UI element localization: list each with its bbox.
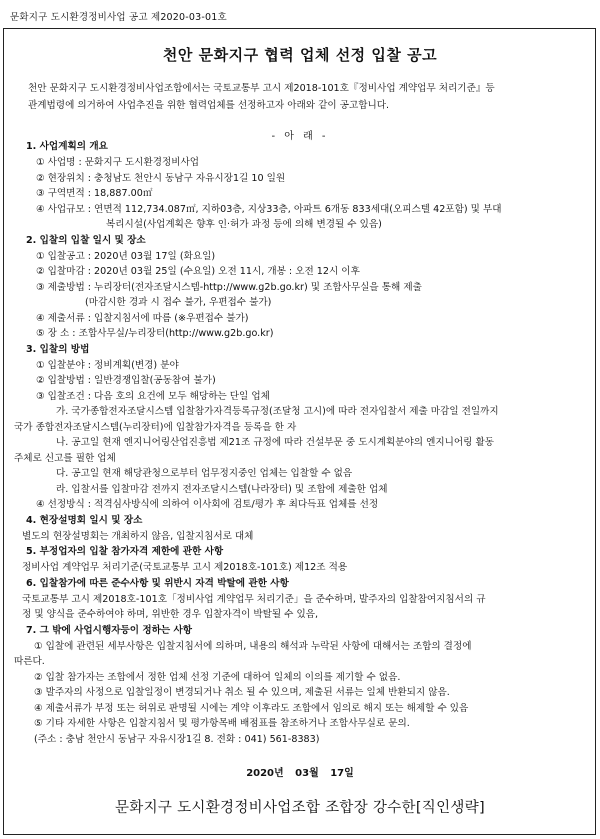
body-line: 나. 공고일 현재 엔지니어링산업진흥법 제21조 규정에 따라 건설부문 중 도시계획분야의 엔지니어링 활동	[56, 437, 495, 448]
signature-line: 문화지구 도시환경정비사업조합 조합장 강수한[직인생략]	[114, 800, 485, 816]
body-line: ⑤ 기타 자세한 사항은 입찰지침서 및 평가항목배 배점표를 참조하거나 조합사무실로 문의.	[34, 718, 410, 729]
intro-line: 천안 문화지구 도시환경정비사업조합에서는 국토교통부 고시 제2018-101호『정비사업 계약업무 처리기준』등	[28, 83, 495, 94]
body-line: 정비사업 계약업무 처리기준(국토교통부 고시 제2018호-101호) 제12조 적용	[22, 562, 348, 573]
section-heading: 4. 현장설명회 일시 및 장소	[26, 514, 143, 526]
body-line: ④ 제출서류가 부정 또는 허위로 판명될 시에는 계약 이후라도 조합에서 임의로 해지 또는 해제할 수 있음	[34, 702, 469, 714]
section-heading: 7. 그 밖에 사업시행자등이 정하는 사항	[26, 624, 193, 636]
body-line: ③ 제출방법 : 누리장터(전자조달시스템-http://www.g2b.go.kr) 및 조합사무실을 통해 제출	[36, 281, 422, 293]
section-heading: 1. 사업계획의 개요	[26, 141, 108, 152]
section-divider-label: - 아 래 -	[271, 131, 329, 142]
body-line: 따른다.	[14, 656, 45, 667]
body-line: 국가 종합전자조달시스템(누리장터)에 입찰참가자격을 등록을 한 자	[14, 421, 297, 433]
body-line: ④ 제출서류 : 입찰지침서에 따름 (※우편접수 불가)	[36, 312, 249, 324]
notice-date: 2020년 03월 17일	[246, 768, 354, 779]
body-line: ② 입찰 참가자는 조합에서 정한 업체 선정 기준에 대하여 일체의 이의를 제기할 수 없음.	[34, 671, 401, 683]
section-heading: 6. 입찰참가에 따른 준수사항 및 위반시 자격 박탈에 관한 사항	[26, 577, 289, 589]
body-line: ① 입찰분야 : 정비계획(변경) 분야	[36, 359, 179, 371]
body-line: 국토교통부 고시 제2018호-101호「정비사업 계약업무 처리기준」을 준수하며, 발주자의 입찰참여지침서의 규	[22, 593, 486, 605]
body-line: ① 사업명 : 문화지구 도시환경정비사업	[36, 157, 200, 168]
body-line: 별도의 현장설명회는 개최하지 않음, 입찰지침서로 대체	[22, 530, 254, 542]
notice-body	[14, 139, 588, 747]
body-line: 라. 입찰서를 입찰마감 전까지 전자조달시스템(나라장터) 및 조합에 제출한 업체	[56, 483, 388, 495]
body-line: 정 및 양식을 준수하여야 하며, 위반한 경우 입찰자격이 박탈될 수 있음,	[22, 609, 319, 620]
page-title: 천안 문화지구 협력 업체 선정 입찰 공고	[162, 46, 438, 64]
body-line: (마감시한 경과 시 접수 불가, 우편접수 불가)	[85, 297, 272, 308]
body-line: 복리시설(사업계획은 향후 인·허가 과정 등에 의해 변경될 수 있음)	[106, 219, 382, 230]
section-heading: 3. 입찰의 방법	[26, 343, 90, 355]
body-line: ③ 구역면적 : 18,887.00㎡	[36, 188, 153, 199]
body-line: 가. 국가종합전자조달시스템 입찰참가자격등록규정(조달청 고시)에 따라 전자입찰서 제출 마감일 전일까지	[56, 406, 499, 417]
body-line: ③ 입찰조건 : 다음 호의 요건에 모두 해당하는 단일 업체	[36, 390, 270, 402]
body-line: (주소 : 충남 천안시 동남구 자유시장1길 8. 전화 : 041) 561-8383)	[34, 733, 320, 745]
body-line: ④ 사업규모 : 연면적 112,734.087㎡, 지하03층, 지상33층, 아파트 6개동 833세대(오피스텔 42포함) 및 부대	[36, 203, 502, 215]
intro-paragraph	[22, 80, 582, 114]
body-line: ② 현장위치 : 충청남도 천안시 동남구 자유시장1길 10 일원	[36, 172, 286, 184]
body-line: ③ 발주자의 사정으로 입찰일정이 변경되거나 취소 될 수 있으며, 제출된 서류는 일체 반환되지 않음.	[34, 687, 450, 698]
body-line: ⑤ 장 소 : 조합사무실/누리장터(http://www.g2b.go.kr)	[36, 328, 274, 339]
body-line: ① 입찰에 관련된 세부사항은 입찰지침서에 의하며, 내용의 해석과 누락된 사항에 대해서는 조합의 결정에	[34, 640, 472, 652]
section-heading: 5. 부정업자의 입찰 참가자격 제한에 관한 사항	[26, 546, 224, 557]
body-line: 주체로 신고를 필한 업체	[14, 452, 116, 464]
body-line: ④ 선정방식 : 적격심사방식에 의하여 이사회에 검토/평가 후 최다득표 업체를 선정	[36, 499, 379, 510]
body-line: ② 입찰마감 : 2020년 03월 25일 (수요일) 오전 11시, 개봉 : 오전 12시 이후	[36, 266, 360, 277]
section-heading: 2. 입찰의 입찰 일시 및 장소	[26, 234, 146, 246]
body-line: ② 입찰방법 : 일반경쟁입찰(공동참여 불가)	[36, 375, 216, 386]
body-line: 다. 공고일 현재 해당관청으로부터 업무정지중인 업체는 입찰할 수 없음	[56, 468, 353, 479]
notice-number: 문화지구 도시환경정비사업 공고 제2020-03-01호	[10, 12, 227, 23]
body-line: ① 입찰공고 : 2020년 03월 17일 (화요일)	[36, 250, 216, 262]
intro-line: 관계법령에 의거하여 사업추진을 위한 협력업체를 선정하고자 아래와 같이 공고합니다.	[28, 100, 390, 111]
